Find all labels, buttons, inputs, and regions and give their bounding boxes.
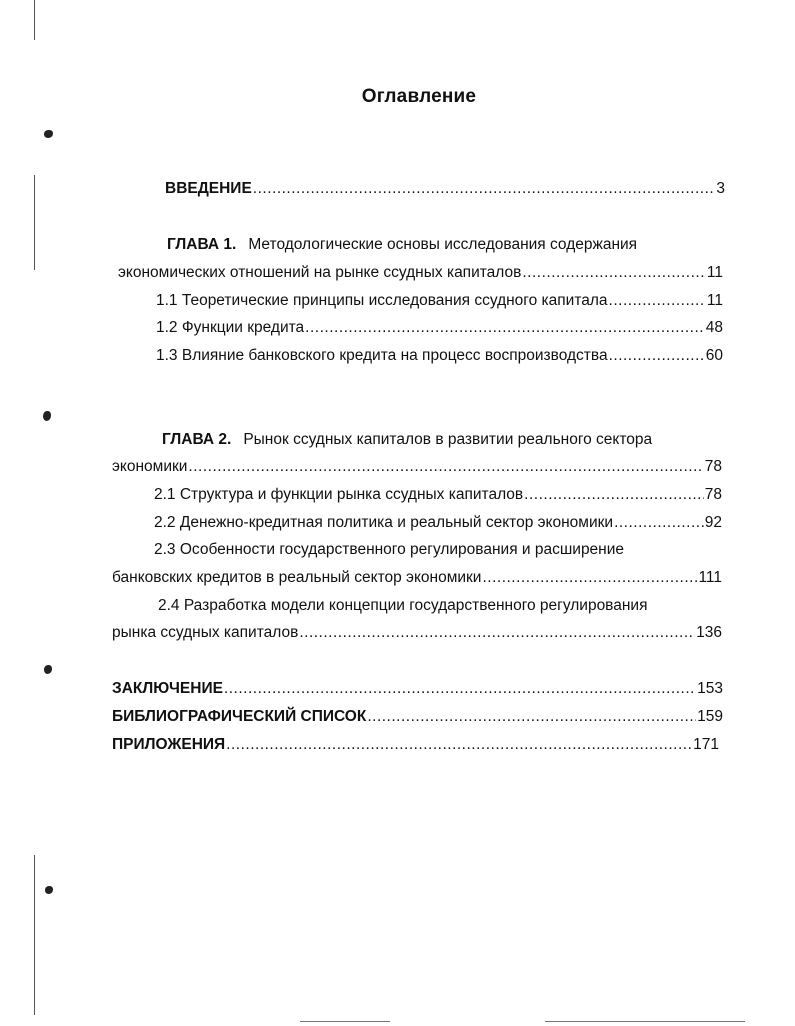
toc-section-2-4-line2 bbox=[112, 623, 722, 643]
scan-hole-mark bbox=[45, 886, 53, 894]
toc-entry-label: БИБЛИОГРАФИЧЕСКИЙ СПИСОК bbox=[112, 708, 367, 725]
scan-margin-line bbox=[34, 175, 35, 270]
toc-section-1-2 bbox=[156, 318, 723, 338]
toc-section-2-4-line1: 2.4 Разработка модели концепции государственного регулирования bbox=[158, 597, 648, 614]
dot-leader bbox=[299, 623, 695, 643]
toc-page-number: 171 bbox=[693, 736, 719, 753]
chapter-title-continued: экономики bbox=[112, 458, 188, 475]
chapter-title-continued: экономических отношений на рынке ссудных капиталов bbox=[118, 264, 522, 281]
section-title-continued: банковских кредитов в реальный сектор экономики bbox=[112, 569, 482, 586]
section-title: 1.1 Теоретические принципы исследования ссудного капитала bbox=[156, 292, 608, 309]
dot-leader bbox=[522, 263, 706, 283]
chapter-label: ГЛАВА 2. bbox=[162, 431, 232, 448]
scan-margin-line bbox=[34, 855, 35, 1015]
toc-page-number: 60 bbox=[705, 347, 723, 364]
dot-leader bbox=[482, 568, 697, 588]
toc-page-number: 159 bbox=[697, 708, 723, 725]
toc-section-1-1 bbox=[156, 291, 723, 311]
toc-page-number: 111 bbox=[698, 569, 722, 586]
dot-leader bbox=[367, 707, 696, 727]
dot-leader bbox=[226, 735, 692, 755]
scan-bottom-rule bbox=[300, 1021, 390, 1022]
page-title: Оглавление bbox=[361, 86, 477, 107]
scan-margin-line bbox=[34, 0, 35, 40]
dot-leader bbox=[224, 679, 696, 699]
toc-section-2-3-line1: 2.3 Особенности государственного регулирования и расширение bbox=[154, 541, 625, 558]
toc-section-2-3-line2 bbox=[112, 568, 722, 588]
scan-bottom-rule bbox=[545, 1021, 745, 1022]
toc-page-number: 11 bbox=[706, 264, 723, 281]
scan-hole-mark bbox=[44, 665, 52, 674]
section-title: 2.1 Структура и функции рынка ссудных капиталов bbox=[154, 486, 524, 503]
toc-section-1-3 bbox=[156, 346, 723, 366]
scan-hole-mark bbox=[44, 130, 53, 138]
toc-page-number: 78 bbox=[704, 486, 722, 503]
toc-chapter2-continuation bbox=[112, 457, 722, 477]
section-title-continued: рынка ссудных капиталов bbox=[112, 624, 299, 641]
toc-entry-label: ПРИЛОЖЕНИЯ bbox=[112, 736, 226, 753]
toc-page-number: 78 bbox=[704, 458, 722, 475]
toc-page-number: 48 bbox=[705, 319, 723, 336]
toc-page-number: 11 bbox=[706, 292, 723, 309]
toc-page-number: 92 bbox=[704, 514, 722, 531]
chapter-title: Методологические основы исследования содержания bbox=[248, 236, 638, 253]
toc-chapter1-heading bbox=[167, 235, 637, 255]
toc-section-2-1 bbox=[154, 485, 722, 505]
section-title: 2.2 Денежно-кредитная политика и реальный сектор экономики bbox=[154, 514, 614, 531]
toc-page-number: 3 bbox=[716, 180, 725, 197]
toc-entry-label: ЗАКЛЮЧЕНИЕ bbox=[112, 680, 223, 697]
toc-entry-intro bbox=[165, 179, 725, 199]
dot-leader bbox=[614, 513, 704, 533]
toc-entry-bibliography bbox=[112, 707, 723, 727]
chapter-title: Рынок ссудных капиталов в развитии реального сектора bbox=[243, 431, 653, 448]
toc-page-number: 153 bbox=[697, 680, 723, 697]
toc-chapter1-continuation bbox=[118, 263, 723, 283]
dot-leader bbox=[188, 457, 703, 477]
dot-leader bbox=[253, 179, 716, 199]
toc-entry-appendices bbox=[112, 735, 719, 755]
section-title: 1.3 Влияние банковского кредита на процесс воспроизводства bbox=[156, 347, 608, 364]
dot-leader bbox=[609, 291, 706, 311]
toc-chapter2-heading bbox=[162, 430, 652, 450]
scan-hole-mark bbox=[43, 411, 51, 421]
toc-page-number: 136 bbox=[696, 624, 722, 641]
chapter-label: ГЛАВА 1. bbox=[167, 236, 237, 253]
toc-entry-label: ВВЕДЕНИЕ bbox=[165, 180, 252, 197]
toc-section-2-2 bbox=[154, 513, 722, 533]
dot-leader bbox=[609, 346, 705, 366]
toc-entry-conclusion bbox=[112, 679, 723, 699]
dot-leader bbox=[305, 318, 705, 338]
section-title: 1.2 Функции кредита bbox=[156, 319, 305, 336]
dot-leader bbox=[524, 485, 704, 505]
